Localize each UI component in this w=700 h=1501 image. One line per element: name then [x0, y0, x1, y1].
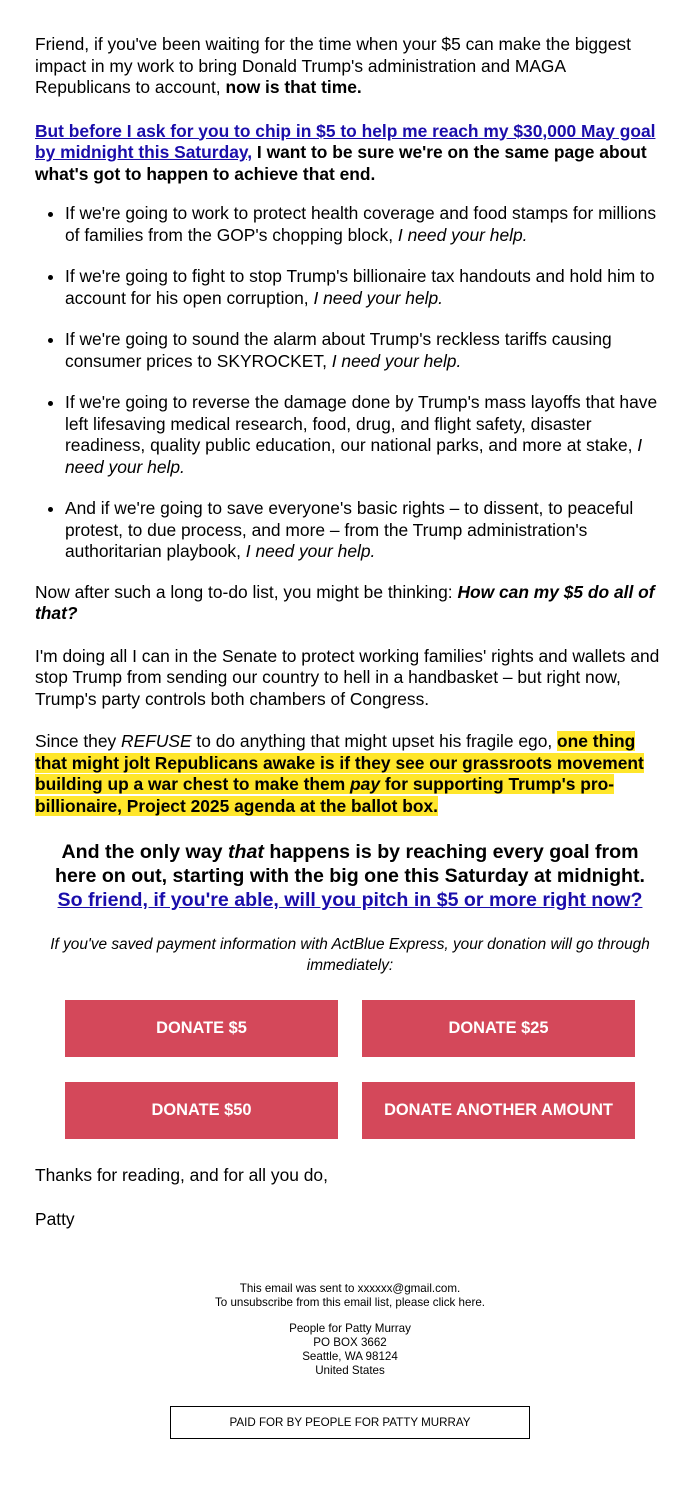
- list-item-emphasis: I need your help.: [313, 287, 444, 308]
- country-line: United States: [315, 1364, 385, 1377]
- refuse-mid: to do anything that might upset his fragile ego,: [191, 731, 558, 751]
- email-footer: [35, 1282, 665, 1378]
- po-box: PO BOX 3662: [313, 1336, 387, 1349]
- senate-paragraph: I'm doing all I can in the Senate to protect working families' rights and wallets and stop Trump from sending our country to hell in a handbasket – but right now, Trump's party controls both chambers of Congress.: [35, 645, 660, 709]
- thanks-line: Thanks for reading, and for all you do,: [35, 1165, 328, 1185]
- before-paragraph: [35, 121, 665, 186]
- donate-buttons: [65, 1000, 665, 1139]
- donate-25-button[interactable]: DONATE $25: [362, 1000, 635, 1057]
- list-item: [65, 329, 665, 372]
- paid-for-disclaimer: PAID FOR BY PEOPLE FOR PATTY MURRAY: [170, 1406, 530, 1439]
- pitch-in-link[interactable]: So friend, if you're able, will you pitch in $5 or more right now?: [57, 889, 643, 911]
- todo-paragraph: [35, 582, 665, 625]
- refuse-paragraph: [35, 731, 665, 817]
- cta-emphasis: that: [228, 841, 264, 863]
- list-item-text: If we're going to fight to stop Trump's billionaire tax handouts and hold him to account for his open corruption,: [65, 266, 655, 308]
- list-item-emphasis: I need your help.: [65, 435, 643, 477]
- list-item-text: If we're going to sound the alarm about Trump's reckless tariffs causing consumer prices to SKYROCKET,: [65, 329, 612, 371]
- donate-5-button[interactable]: DONATE $5: [65, 1000, 338, 1057]
- intro-bold: now is that time.: [225, 77, 362, 97]
- intro-text: Friend, if you've been waiting for the time when your $5 can make the biggest impact in my work to bring Donald Trump's administration and MAGA Republicans to account,: [35, 34, 631, 97]
- list-item: [65, 392, 665, 478]
- list-item: [65, 498, 665, 563]
- cta-pre: And the only way: [61, 841, 229, 863]
- call-to-action: [45, 840, 655, 912]
- list-item-text: And if we're going to save everyone's basic rights – to dissent, to peaceful protest, to due process, and more – from the Trump administration's authoritarian playbook,: [65, 498, 634, 561]
- list-item-text: If we're going to reverse the damage done by Trump's mass layoffs that have left lifesaving medical research, food, drug, and flight safety, disaster readiness, quality public education, our national parks, and more at stake,: [65, 392, 658, 455]
- sent-to-line: This email was sent to xxxxxx@gmail.com.: [239, 1282, 461, 1295]
- refuse-pre: Since they: [35, 731, 122, 751]
- actblue-note: If you've saved payment information with ActBlue Express, your donation will go through immediately:: [50, 936, 650, 974]
- list-item: [65, 203, 665, 246]
- todo-text: Now after such a long to-do list, you might be thinking:: [35, 581, 458, 602]
- signature: Patty: [35, 1208, 75, 1229]
- goal-link[interactable]: But before I ask for you to chip in $5 to help me reach my $30,000 May goal by midnight this Saturday,: [35, 120, 656, 162]
- cta-post: happens is by reaching every goal from here on out, starting with the big one this Saturday at midnight.: [54, 841, 645, 887]
- help-list: [35, 203, 665, 563]
- refuse-emphasis: REFUSE: [121, 731, 192, 751]
- list-item-emphasis: I need your help.: [397, 224, 528, 245]
- unsubscribe-line[interactable]: To unsubscribe from this email list, please click here.: [215, 1296, 485, 1309]
- highlight-part-2: for supporting Trump's pro-billionaire, Project 2025 agenda at the ballot box.: [35, 774, 615, 816]
- list-item-emphasis: I need your help.: [331, 350, 462, 371]
- before-bold: I want to be sure we're on the same page about what's got to happen to achieve that end.: [35, 142, 647, 184]
- highlight-emphasis: pay: [350, 774, 380, 794]
- donate-50-button[interactable]: DONATE $50: [65, 1082, 338, 1139]
- mailing-address: [35, 1322, 665, 1378]
- todo-question: How can my $5 do all of that?: [35, 581, 655, 623]
- list-item: [65, 266, 665, 309]
- intro-paragraph: [35, 34, 665, 99]
- org-name: People for Patty Murray: [289, 1322, 411, 1335]
- city-line: Seattle, WA 98124: [302, 1350, 398, 1363]
- donate-other-button[interactable]: DONATE ANOTHER AMOUNT: [362, 1082, 635, 1139]
- highlight-part-1: one thing that might jolt Republicans awake is if they see our grassroots movement building up a war chest to make them: [35, 731, 644, 794]
- list-item-text: If we're going to work to protect health coverage and food stamps for millions of families from the GOP's chopping block,: [65, 203, 657, 245]
- list-item-emphasis: I need your help.: [245, 541, 376, 561]
